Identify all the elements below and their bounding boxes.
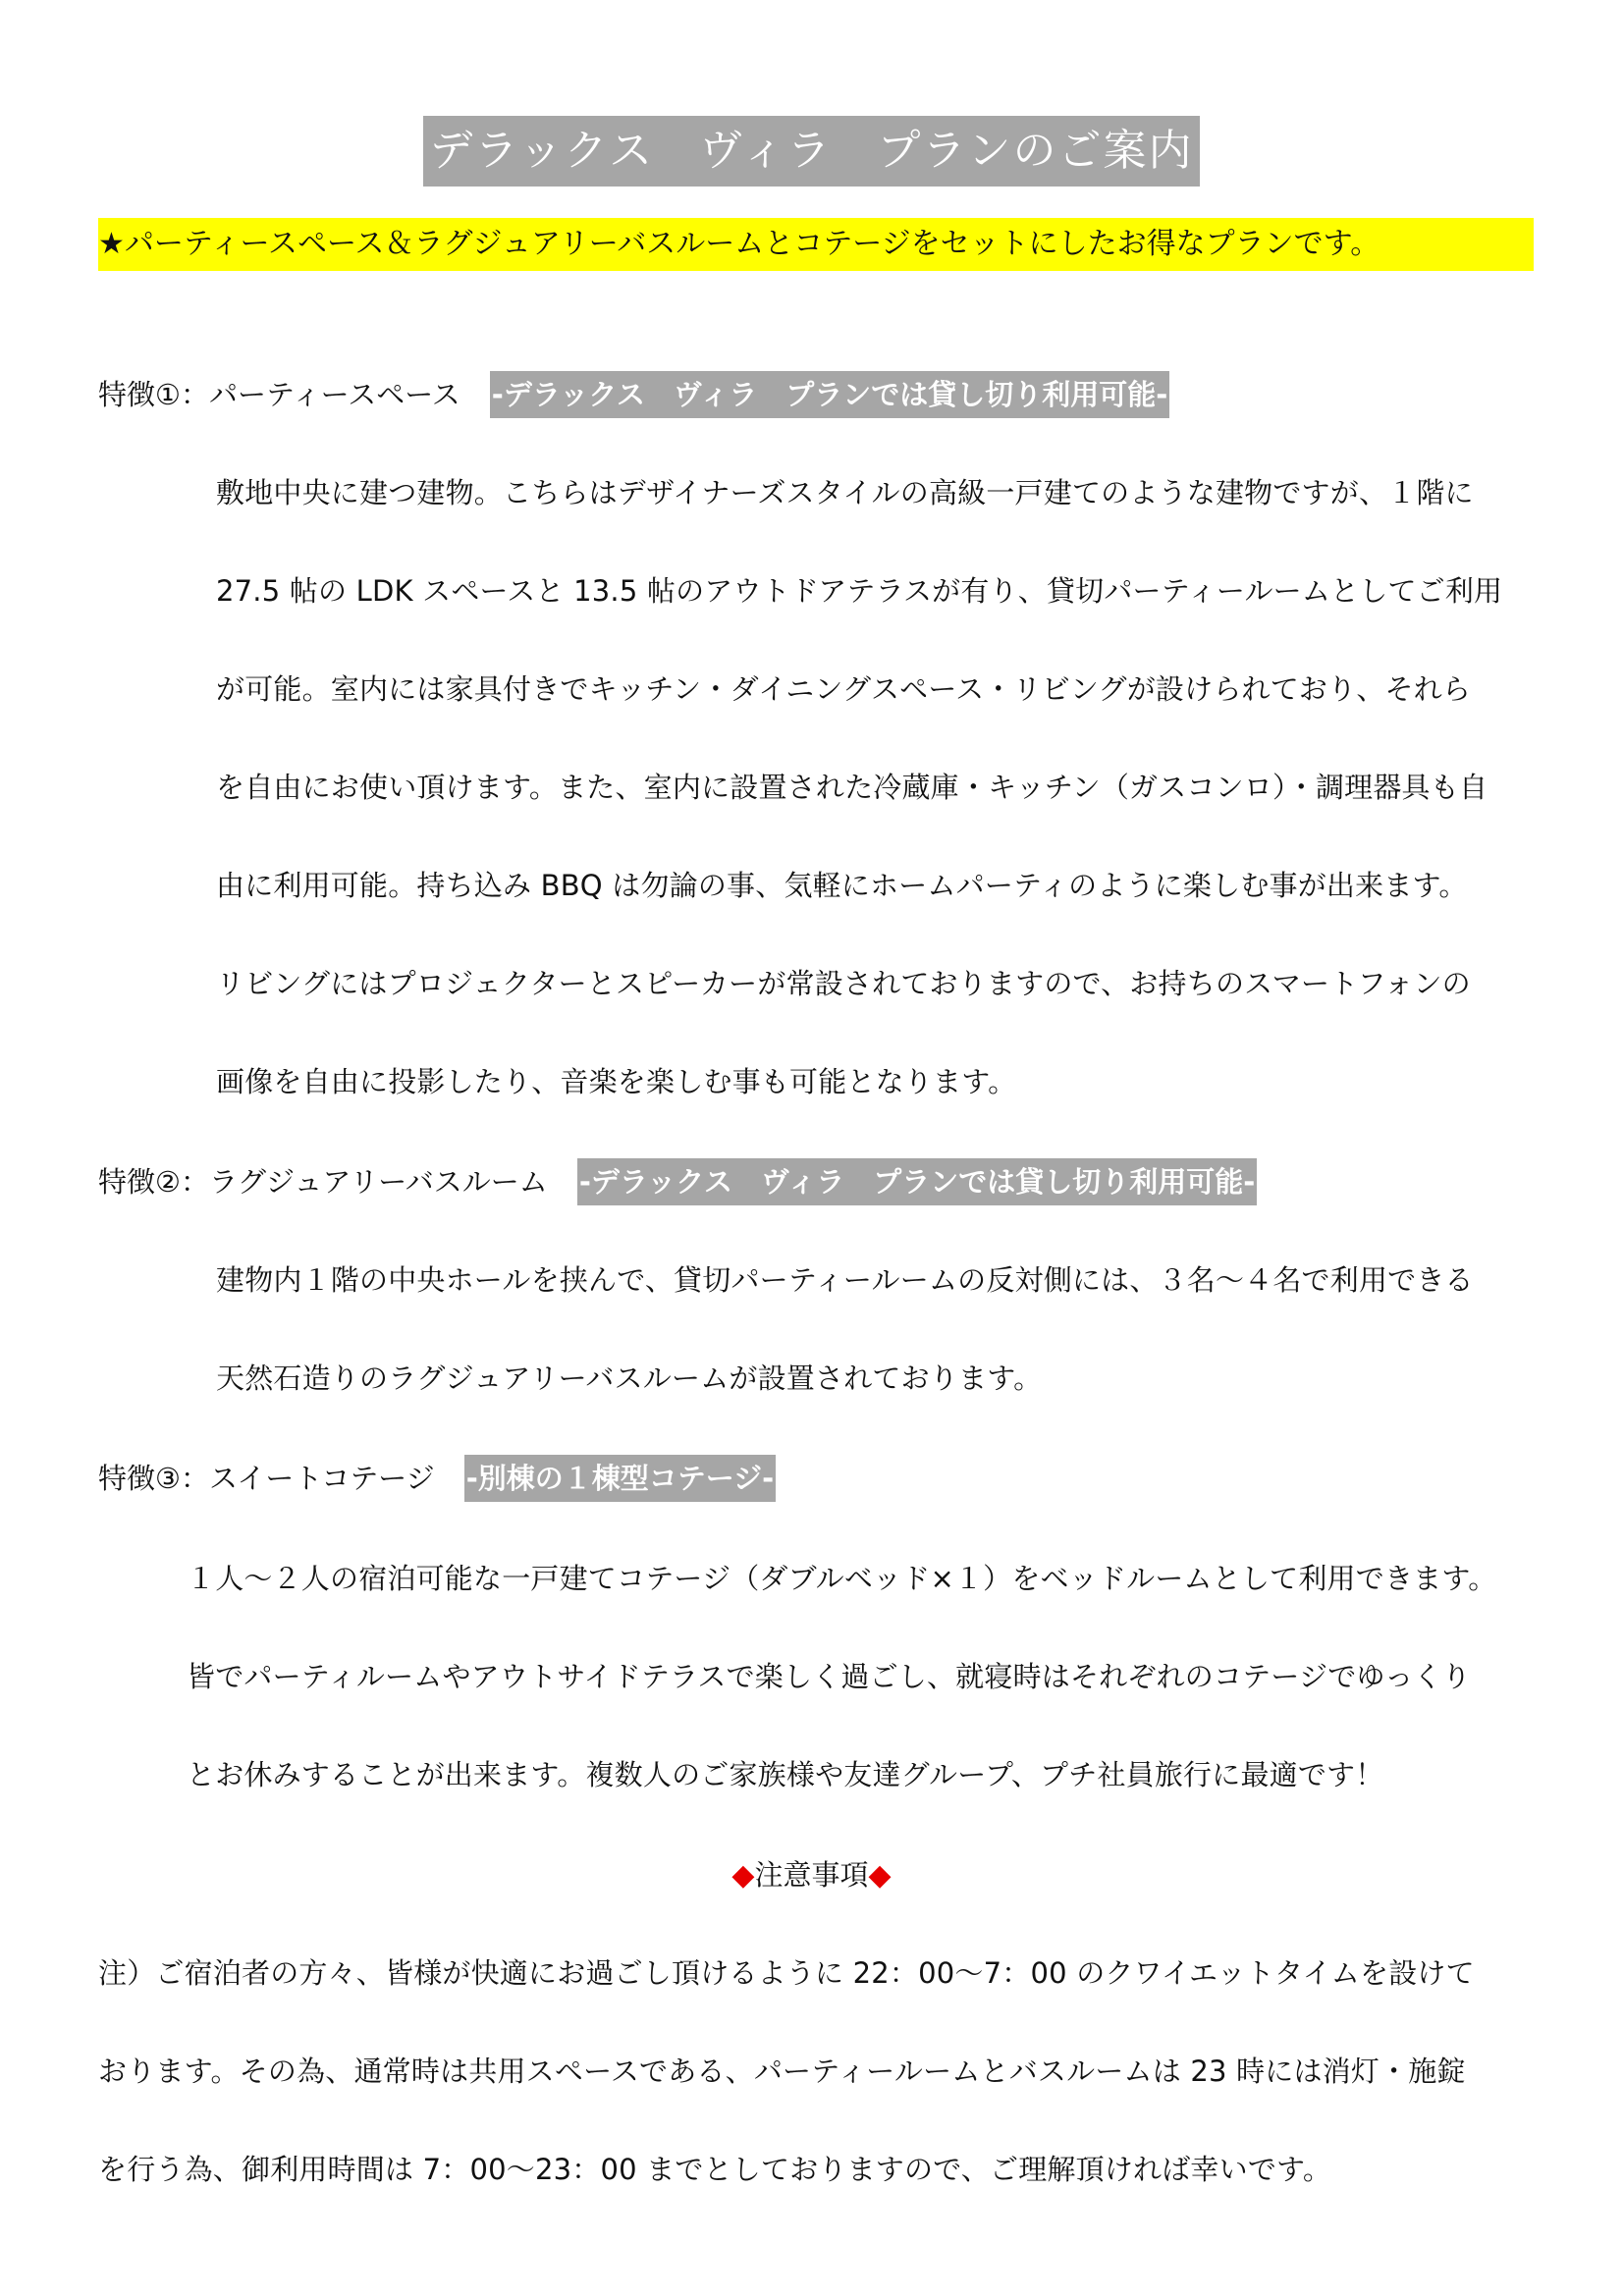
notice-line-2: おります。その為、通常時は共用スペースである、パーティールームとバスルームは 23 時には消灯・施錠	[98, 2055, 1466, 2088]
feature-1-label: 特徴①：パーティースペース	[98, 378, 460, 411]
feature-2-line-1: 建物内１階の中央ホールを挟んで、貸切パーティールームの反対側には、３名～４名で利用できる	[216, 1263, 1474, 1297]
feature-3-line-1: １人～２人の宿泊可能な一戸建てコテージ（ダブルベッド×１）をベッドルームとして利用できます。	[187, 1562, 1497, 1595]
feature-1-line-3: が可能。室内には家具付きでキッチン・ダイニングスペース・リビングが設けられており、それら	[216, 672, 1472, 706]
feature-2-tag: -デラックス ヴィラ プランでは貸し切り利用可能-	[577, 1158, 1257, 1205]
feature-1-line-5: 由に利用可能。持ち込み BBQ は勿論の事、気軽にホームパーティのように楽しむ事が出来ます。	[216, 869, 1468, 902]
feature-2-description	[216, 1256, 1474, 1453]
diamond-icon-left: ◆	[731, 1858, 755, 1893]
notice-body	[98, 1949, 1475, 2244]
feature-1-line-1: 敷地中央に建つ建物。こちらはデザイナーズスタイルの高級一戸建てのような建物ですが、１階に	[216, 476, 1474, 509]
page-title: デラックス ヴィラ プランのご案内	[423, 116, 1199, 187]
feature-2-line-2: 天然石造りのラグジュアリーバスルームが設置されております。	[216, 1362, 1043, 1395]
feature-3-tag: -別棟の１棟型コテージ-	[464, 1455, 777, 1502]
feature-3-line-3: とお休みすることが出来ます。複数人のご家族様や友達グループ、プチ社員旅行に最適です！	[187, 1758, 1384, 1791]
feature-2-label: 特徴②：ラグジュアリーバスルーム	[98, 1165, 548, 1199]
feature-2-heading	[98, 1158, 1257, 1205]
feature-3-heading	[98, 1455, 776, 1502]
feature-1-line-4: を自由にお使い頂けます。また、室内に設置された冷蔵庫・キッチン（ガスコンロ）・調理器具も自	[216, 771, 1488, 804]
feature-1-line-2: 27.5 帖の LDK スペースと 13.5 帖のアウトドアテラスが有り、貸切パーティールームとしてご利用	[216, 574, 1503, 608]
notice-line-1: 注）ご宿泊者の方々、皆様が快適にお過ごし頂けるように 22：00～7：00 のクワイエットタイムを設けて	[98, 1956, 1475, 1990]
feature-1-line-7: 画像を自由に投影したり、音楽を楽しむ事も可能となります。	[216, 1065, 1017, 1098]
feature-3-line-2: 皆でパーティルームやアウトサイドテラスで楽しく過ごし、就寝時はそれぞれのコテージでゆっくり	[187, 1660, 1471, 1693]
feature-1-tag: -デラックス ヴィラ プランでは貸し切り利用可能-	[490, 371, 1169, 418]
feature-1-line-6: リビングにはプロジェクターとスピーカーが常設されておりますので、お持ちのスマートフォンの	[216, 967, 1471, 1000]
feature-1-heading	[98, 371, 1169, 418]
title-container	[0, 116, 1623, 187]
plan-summary-banner: ★パーティースペース＆ラグジュアリーバスルームとコテージをセットにしたお得なプランです。	[98, 218, 1534, 271]
notice-line-3: を行う為、御利用時間は 7：00～23：00 までとしておりますので、ご理解頂ければ幸いです。	[98, 2153, 1332, 2186]
feature-1-description	[216, 469, 1502, 1156]
diamond-icon-right: ◆	[868, 1858, 892, 1893]
notice-heading	[0, 1851, 1623, 1899]
notice-heading-text: 注意事項	[754, 1858, 869, 1892]
feature-3-description	[187, 1555, 1496, 1849]
feature-3-label: 特徴③：スイートコテージ	[98, 1462, 435, 1495]
